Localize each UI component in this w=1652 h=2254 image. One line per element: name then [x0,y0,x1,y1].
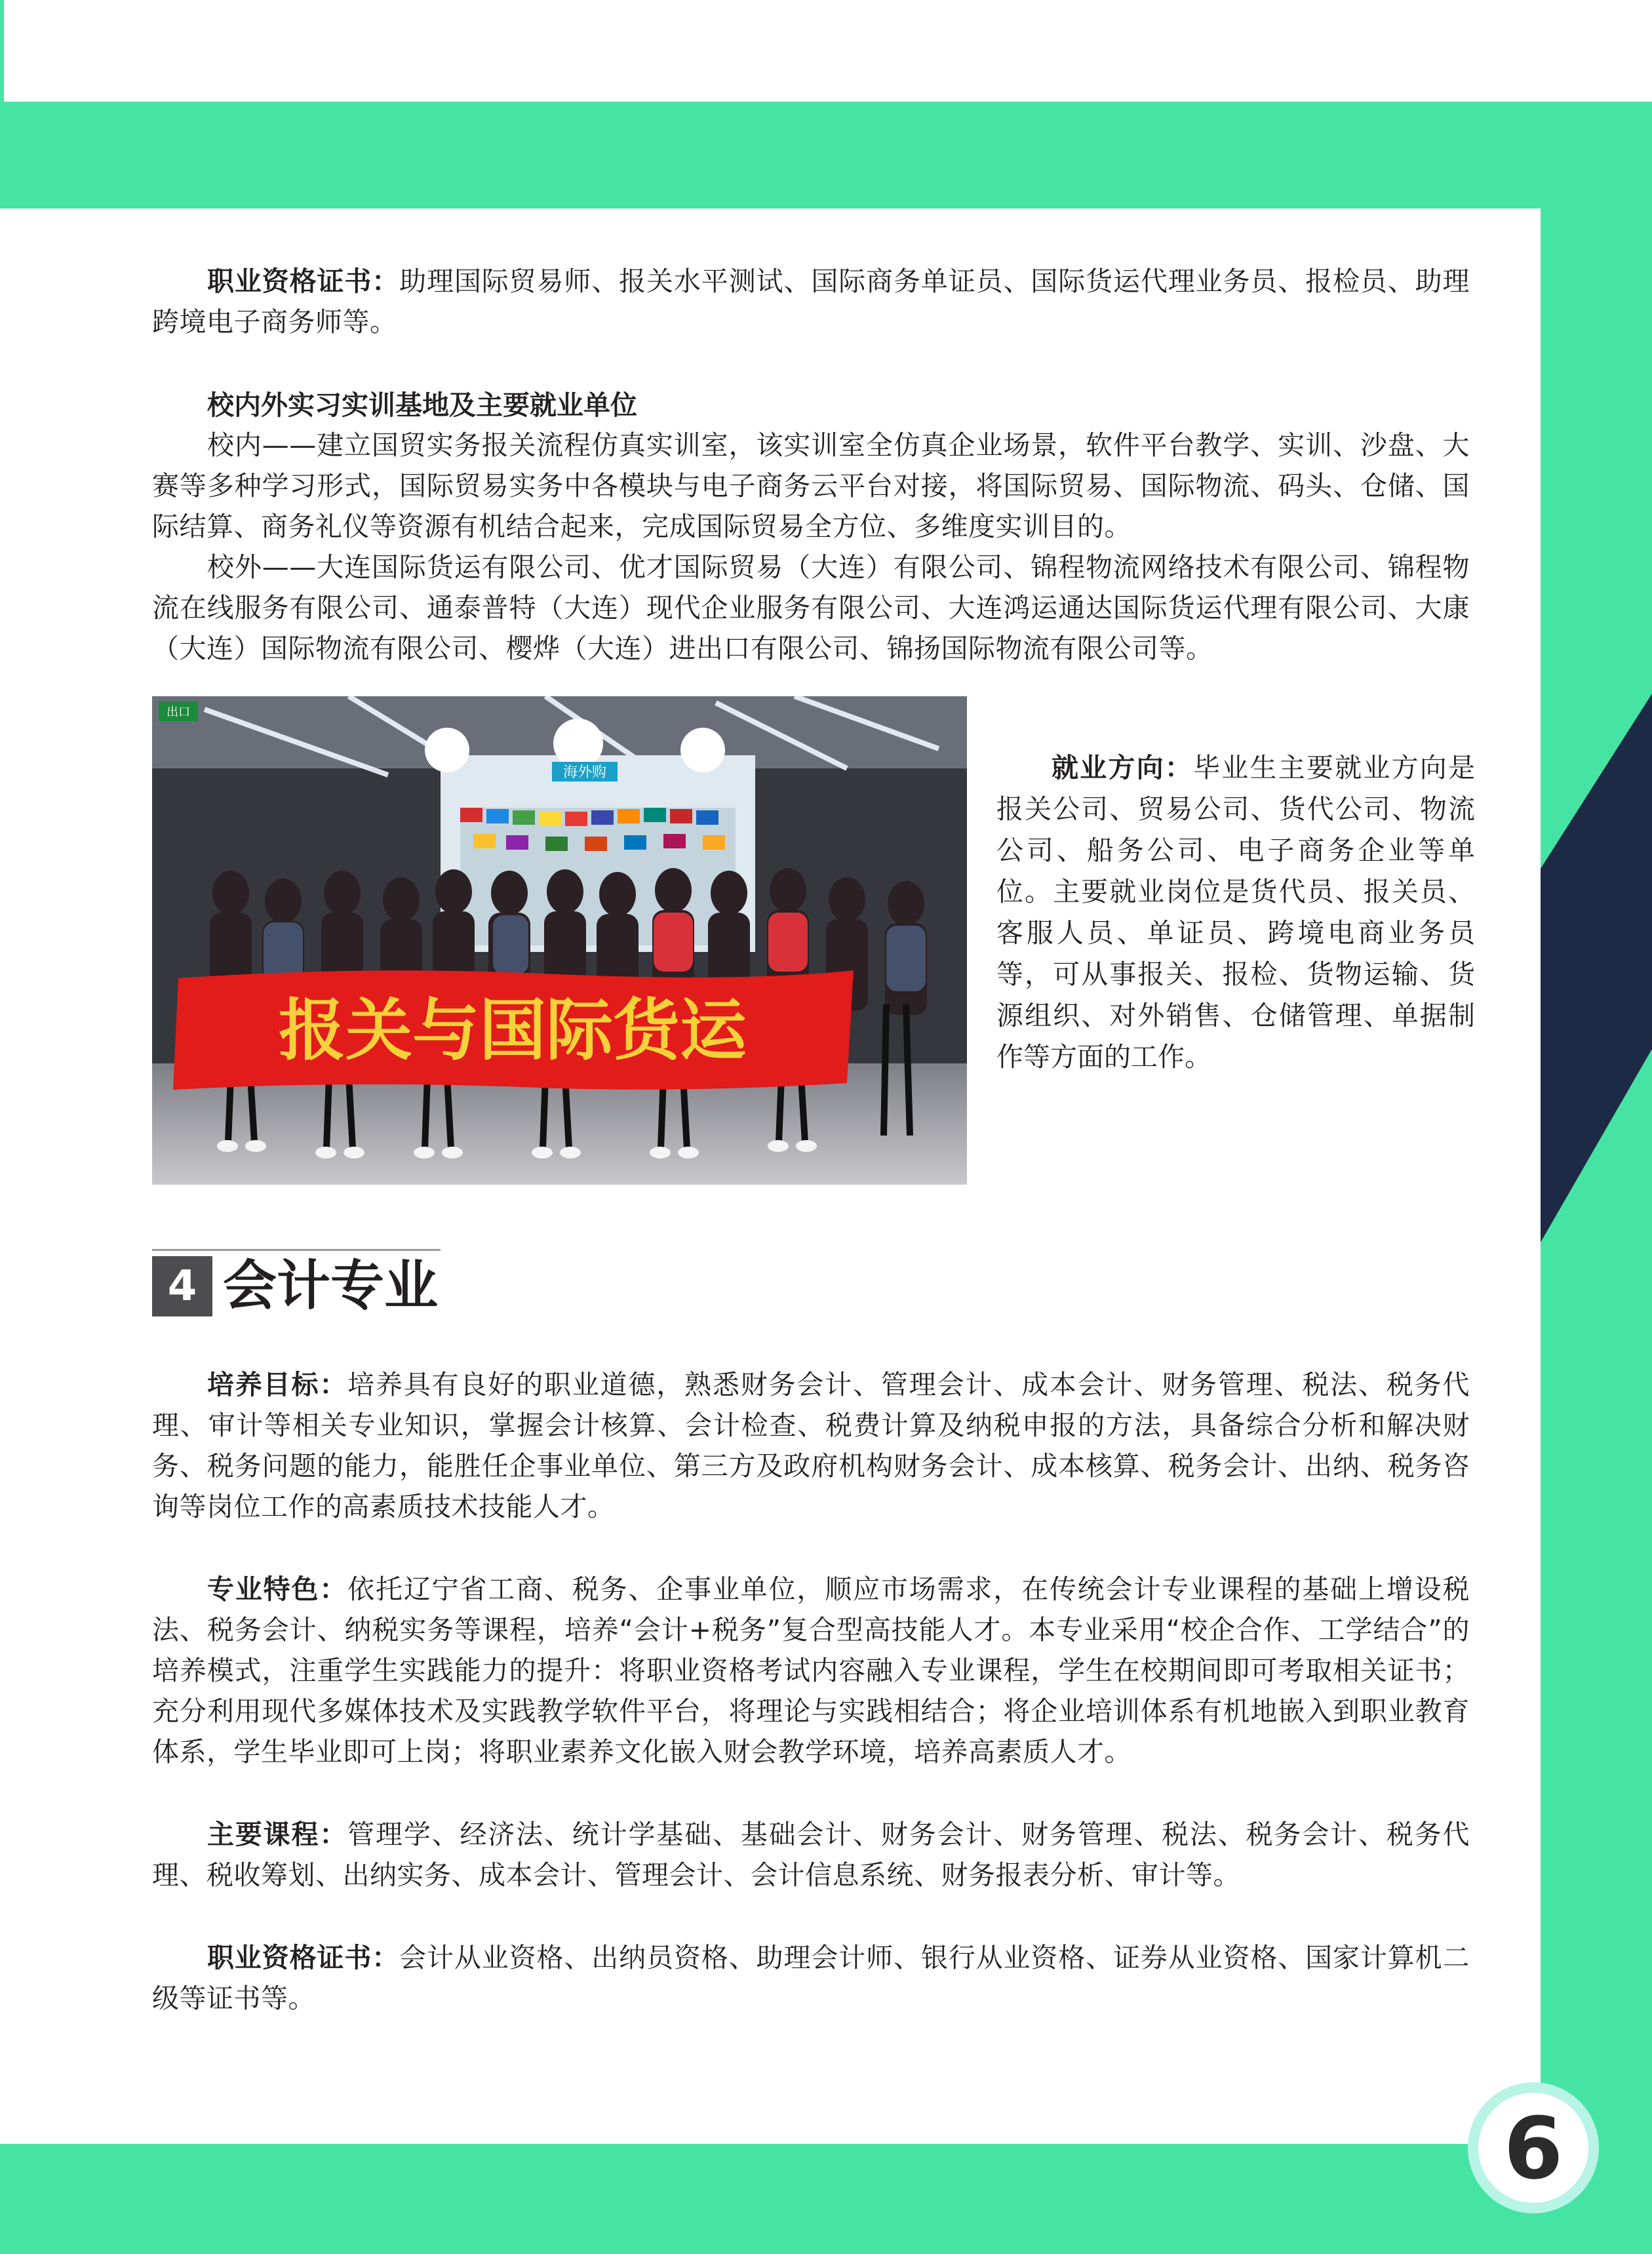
certificate-paragraph-2 [152,1937,1470,2019]
certificate-label: 职业资格证书： [207,1942,400,1973]
exit-sign: 出口 [167,705,190,719]
cloud-icon [680,728,725,772]
courses-label: 主要课程： [207,1819,348,1850]
goal-text: 培养具有良好的职业道德，熟悉财务会计、管理会计、成本会计、财务管理、税法、税务代理、审计等相关专业知识，掌握会计核算、会计检查、税费计算及纳税申报的方法，具备综合分析和解决财务、税务问题的能力，能胜任企事业单位、第三方及政府机构财务会计、成本核算、税务会计、出纳、税务咨询等岗位工作的高素质技术技能人才。 [152,1369,1470,1522]
feature-paragraph [152,1569,1470,1772]
certificate-label: 职业资格证书： [207,266,400,297]
section-number: 4 [152,1256,212,1316]
employment-paragraph [996,747,1475,1078]
outside-base-paragraph: 校外——大连国际货运有限公司、优才国际贸易（大连）有限公司、锦程物流网络技术有限公司、锦程物流在线服务有限公司、通泰普特（大连）现代企业服务有限公司、大连鸿运通达国际货运代理有限公司、大康（大连）国际物流有限公司、樱烨（大连）进出口有限公司、锦扬国际物流有限公司等。 [152,551,1470,664]
courses-text: 管理学、经济法、统计学基础、基础会计、财务会计、财务管理、税法、税务会计、税务代理、税收筹划、出纳实务、成本会计、管理会计、会计信息系统、财务报表分析、审计等。 [152,1819,1470,1891]
banner-text: 报关与国际货运 [279,992,747,1070]
bases-heading: 校内外实习实训基地及主要就业单位 [207,389,637,421]
feature-label: 专业特色： [207,1573,348,1605]
certificate-text: 会计从业资格、出纳员资格、助理会计师、银行从业资格、证券从业资格、国家计算机二级等证书等。 [152,1942,1470,2014]
goal-label: 培养目标： [207,1369,348,1400]
courses-paragraph [152,1814,1470,1895]
class-photo [152,696,967,1185]
section-title: 会计专业 [223,1255,439,1317]
top-edge-stripe [0,0,4,102]
inside-base-paragraph: 校内——建立国贸实务报关流程仿真实训室，该实训室全仿真企业场景，软件平台教学、实训、沙盘、大赛等多种学习形式，国际贸易实务中各模块与电子商务云平台对接，将国际贸易、国际物流、码头、仓储、国际结算、商务礼仪等资源有机结合起来，完成国际贸易全方位、多维度实训目的。 [152,429,1470,542]
bottom-footer-band [0,2144,1652,2254]
employment-text: 毕业生主要就业方向是报关公司、贸易公司、货代公司、物流公司、船务公司、电子商务企业等单位。主要就业岗位是货代员、报关员、客服人员、单证员、跨境电商业务员等，可从事报关、报检、货物运输、货源组织、对外销售、仓储管理、单据制作等方面的工作。 [996,752,1476,1073]
page-number-badge [1465,2080,1602,2216]
shop-sign: 海外购 [562,764,607,781]
cloud-icon [425,728,469,772]
employment-label: 就业方向： [1052,752,1194,783]
goal-paragraph [152,1364,1470,1527]
feature-text: 依托辽宁省工商、税务、企事业单位，顺应市场需求，在传统会计专业课程的基础上增设税法、税务会计、纳税实务等课程，培养“会计+税务”复合型高技能人才。本专业采用“校企合作、工学结合”的培养模式，注重学生实践能力的提升：将职业资格考试内容融入专业课程，学生在校期间即可考取相关证书；充分利用现代多媒体技术及实践教学软件平台，将理论与实践相结合；将企业培训体系有机地嵌入到职业教育体系，学生毕业即可上岗；将职业素养文化嵌入财会教学环境，培养高素质人才。 [152,1573,1470,1768]
top-header-band [0,102,1652,208]
certificate-text: 助理国际贸易师、报关水平测试、国际商务单证员、国际货运代理业务员、报检员、助理跨境电子商务师等。 [152,266,1470,338]
page-number: 6 [1503,2099,1564,2198]
right-side-band [1541,102,1652,2254]
class-photo-illustration [152,696,967,1185]
cloud-icon [553,719,603,768]
certificate-paragraph-1 [152,261,1470,342]
